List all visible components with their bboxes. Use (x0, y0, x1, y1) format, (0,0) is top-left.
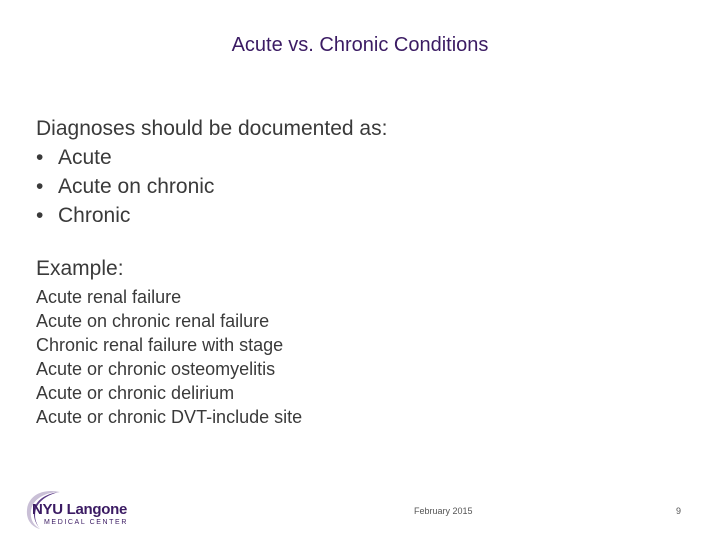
example-item: Acute or chronic delirium (36, 383, 235, 403)
example-heading: Example: (36, 257, 124, 280)
bullet-item (36, 201, 214, 230)
logo-subtitle: MEDICAL CENTER (44, 519, 128, 526)
nyu-langone-logo (24, 486, 164, 530)
bullet-dot: • (36, 175, 44, 198)
bullet-text: Acute on chronic (58, 175, 215, 198)
bullet-list (36, 143, 214, 230)
slide-title: Acute vs. Chronic Conditions (231, 34, 489, 56)
bullet-dot: • (36, 204, 44, 227)
bullet-item (36, 172, 214, 201)
page-number: 9 (676, 506, 682, 516)
example-item: Chronic renal failure with stage (36, 335, 284, 355)
logo-wordmark: NYU Langone (32, 501, 128, 518)
footer-date: February 2015 (414, 506, 473, 516)
intro-text: Diagnoses should be documented as: (36, 117, 388, 140)
example-item: Acute or chronic DVT-include site (36, 407, 303, 427)
bullet-text: Chronic (58, 204, 131, 227)
bullet-item (36, 143, 214, 172)
example-item: Acute renal failure (36, 287, 182, 307)
example-list (36, 285, 302, 429)
example-item: Acute or chronic osteomyelitis (36, 359, 276, 379)
bullet-dot: • (36, 146, 44, 169)
bullet-text: Acute (58, 146, 112, 169)
example-item: Acute on chronic renal failure (36, 311, 270, 331)
